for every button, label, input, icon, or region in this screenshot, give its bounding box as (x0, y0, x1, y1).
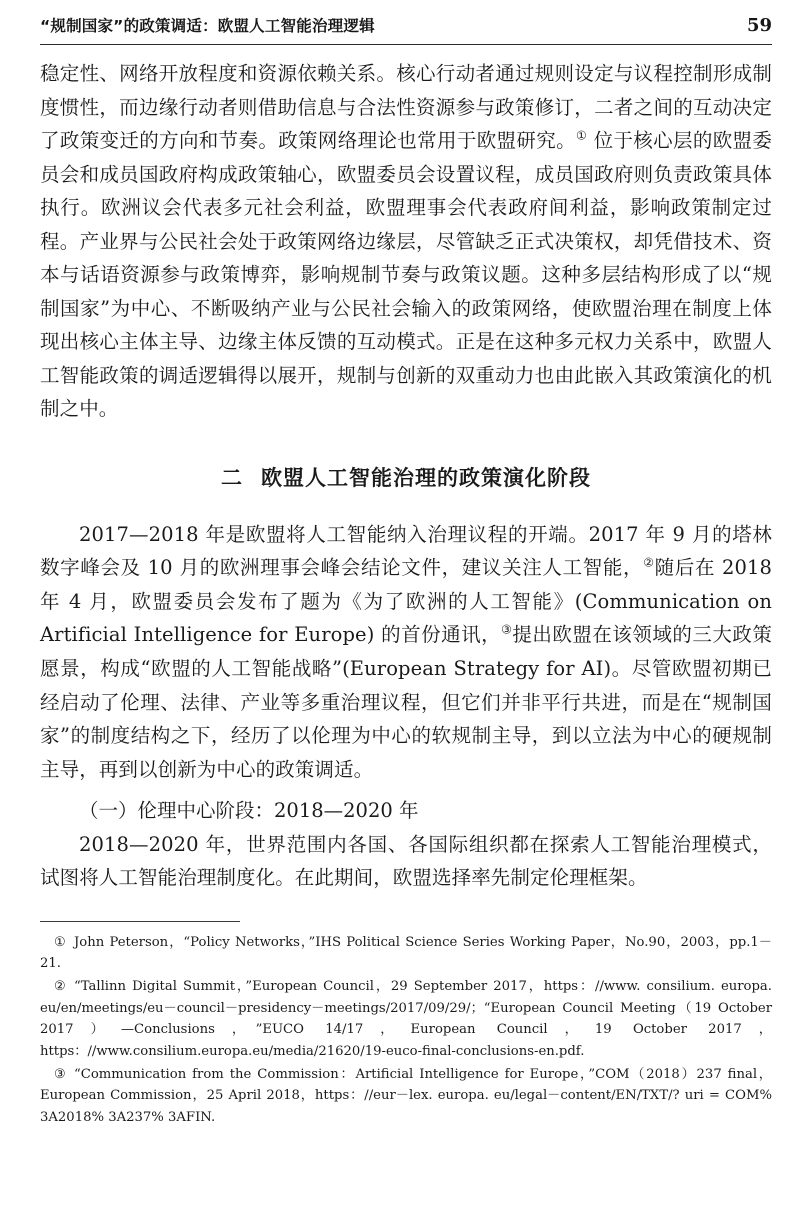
footnote-marker: ② (54, 979, 66, 995)
footnote-marker: ① (54, 934, 66, 950)
footnote-item (40, 1064, 772, 1128)
paragraph-1-continued: 位于核心层的欧盟委员会和成员国政府构成政策轴心，欧盟委员会设置议程，成员国政府则负责政策具体执行。欧洲议会代表多元社会利益，欧盟理事会代表政府间利益，影响政策制定过程。产业界与公民社会处于政策网络边缘层，尽管缺乏正式决策权，却凭借技术、资本与话语资源参与政策博弈，影响规制节奏与政策议题。这种多层结构形成了以“规制国家”为中心、不断吸纳产业与公民社会输入的政策网络，使欧盟治理在制度上体现出核心主体主导、边缘主体反馈的互动模式。正是在这种多元权力关系中，欧盟人工智能政策的调适逻辑得以展开，规制与创新的双重动力也由此嵌入其政策演化的机制之中。 (40, 129, 773, 421)
subsection-heading-1: （一）伦理中心阶段：2018—2020 年 (79, 799, 419, 823)
paragraph-2-part-b: 随后在 2018 年 4 月，欧盟委员会发布了题为《为了欧洲的人工智能》(Communication on Artificial Intelligence for Europe) 的首份通讯， (40, 556, 773, 647)
section-heading-number: 二 (221, 465, 243, 490)
paragraph-2-part-c: 提出欧盟在该领域的三大政策愿景，构成“欧盟的人工智能战略”(European Strategy for AI)。尽管欧盟初期已经启动了伦理、法律、产业等多重治理议程，但它们并非平行共进，而是在“规制国家”的制度结构之下，经历了以伦理为中心的软规制主导，到以立法为中心的硬规制主导，再到以创新为中心的政策调适。 (40, 623, 772, 781)
footnote-item (40, 976, 772, 1062)
footnote-ref-3[interactable]: ③ (501, 622, 513, 637)
paragraph-2-part-a: 2017—2018 年是欧盟将人工智能纳入治理议程的开端。2017 年 9 月的塔林数字峰会及 10 月的欧洲理事会峰会结论文件，建议关注人工智能， (40, 522, 772, 580)
paragraph-1-text: 稳定性、网络开放程度和资源依赖关系。核心行动者通过规则设定与议程控制形成制度惯性，而边缘行动者则借助信息与合法性资源参与政策修订，二者之间的互动决定了政策变迁的方向和节奏。政策网络理论也常用于欧盟研究。 (40, 62, 772, 153)
running-head-title: “规制国家”的政策调适：欧盟人工智能治理逻辑 (40, 17, 375, 35)
page-bottom-spacer (40, 1130, 772, 1136)
running-head (40, 0, 772, 36)
footnote-divider (40, 921, 240, 922)
footnote-text: John Peterson，“Policy Networks，”IHS Political Science Series Working Paper，No.90，2003，pp.1－21. (40, 934, 772, 972)
footnote-ref-2[interactable]: ② (643, 555, 655, 570)
paragraph-2 (40, 518, 772, 786)
paragraph-continuation (40, 57, 772, 426)
paragraph-3: 2018—2020 年，世界范围内各国、各国际组织都在探索人工智能治理模式，试图将人工智能治理制度化。在此期间，欧盟选择率先制定伦理框架。 (40, 832, 772, 890)
footnote-text: “Communication from the Commission：Artificial Intelligence for Europe，”COM（2018）237 final，European Commission，25 April 2018，https：//eur－lex. europa. eu/legal－content/EN/TXT/? uri = COM% 3A2018% 3A237% 3AFIN. (40, 1066, 772, 1125)
footnote-text: “Tallinn Digital Summit，”European Council，29 September 2017，https：//www. consilium. europa. eu/en/meetings/eu－council－presidency－meetings/2017/09/29/；“European Council Meeting（19 October 2017）—Conclusions，”EUCO 14/17，European Council，19 October 2017，https：//www.consilium.europa.eu/media/21620/19-euco-final-conclusions-en.pdf. (40, 979, 772, 1059)
footnote-item (40, 932, 772, 975)
footnote-marker: ③ (54, 1066, 66, 1082)
body-content (40, 45, 772, 895)
section-heading (40, 462, 772, 492)
page-number: 59 (746, 15, 772, 36)
footnote-list (40, 932, 772, 1128)
section-heading-text: 欧盟人工智能治理的政策演化阶段 (261, 465, 591, 490)
footnote-ref-1[interactable]: ① (575, 128, 588, 143)
